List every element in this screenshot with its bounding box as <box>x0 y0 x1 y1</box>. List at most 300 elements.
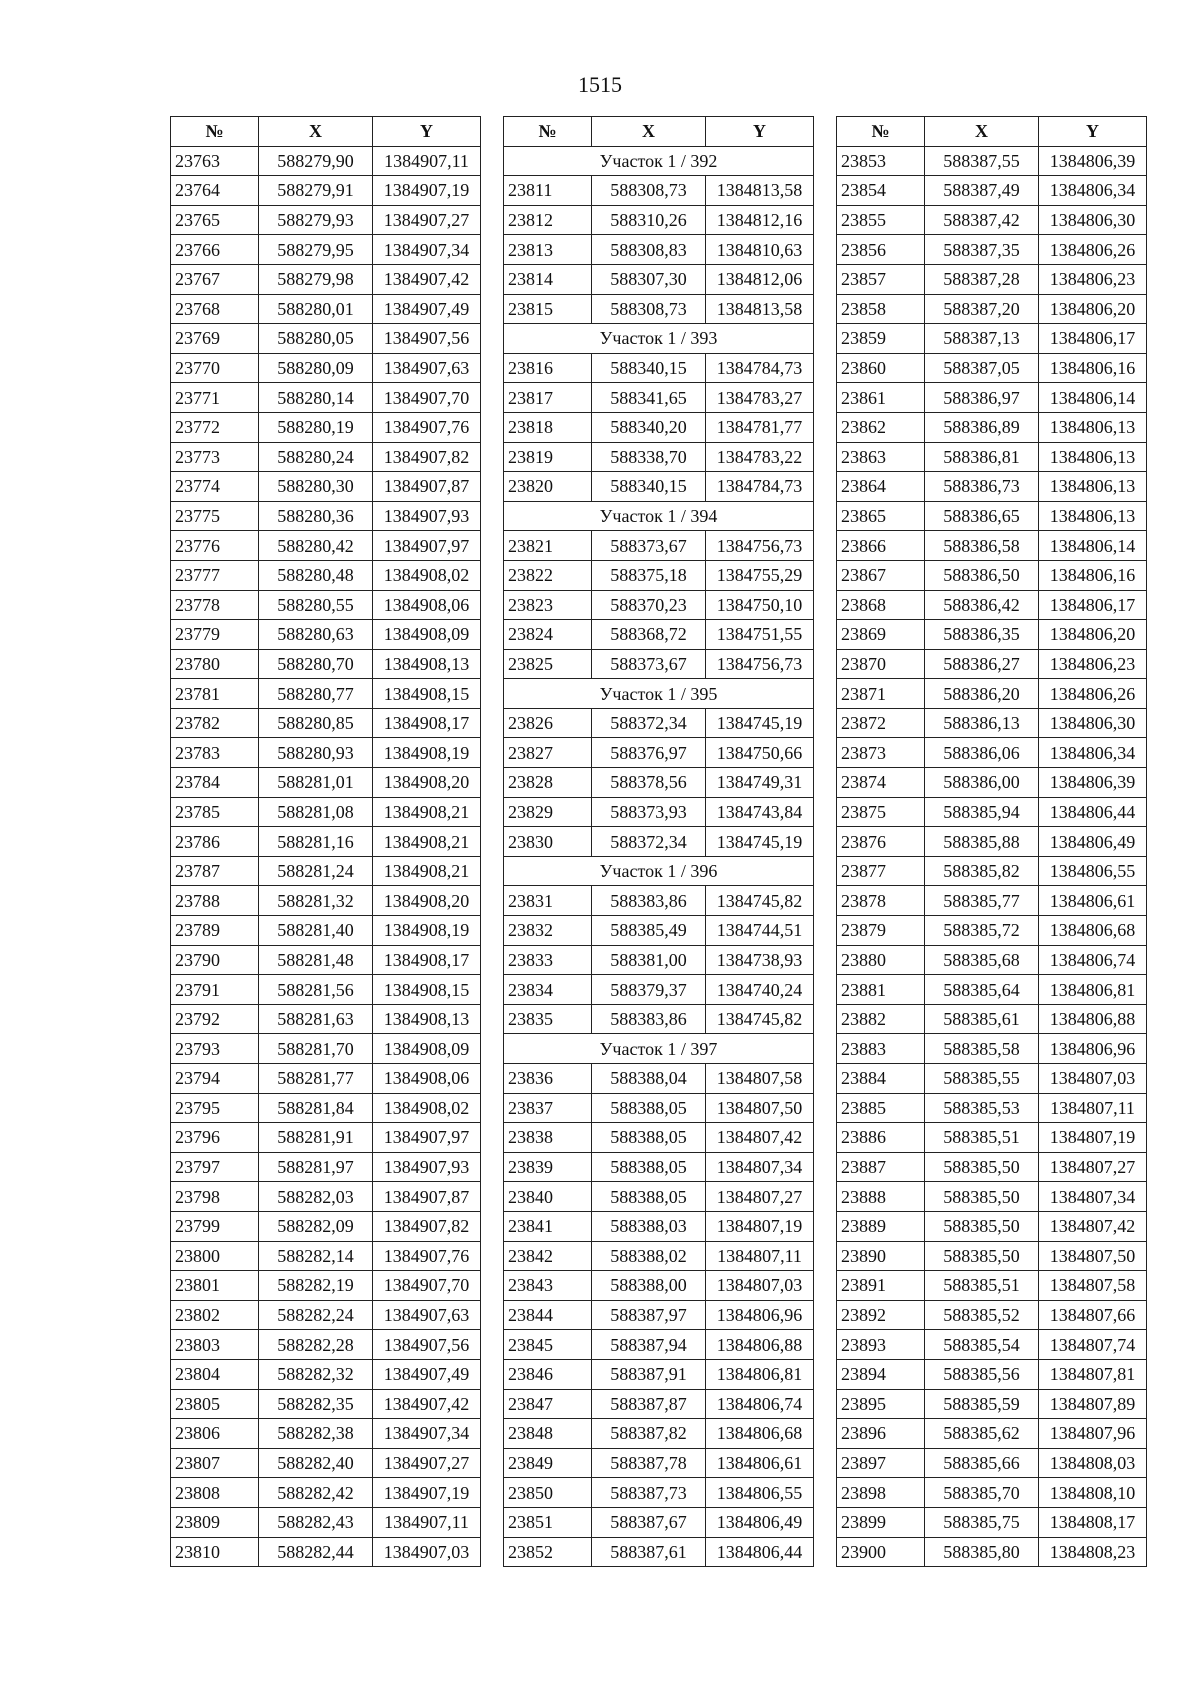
table-row <box>171 1093 481 1123</box>
table-row <box>837 412 1147 442</box>
x-coordinate-cell: 588282,03 <box>259 1182 373 1212</box>
point-number-cell: 23784 <box>171 768 259 798</box>
table-row <box>837 916 1147 946</box>
table-row <box>171 1123 481 1153</box>
point-number-cell: 23844 <box>504 1300 592 1330</box>
point-number-cell: 23805 <box>171 1389 259 1419</box>
y-coordinate-cell: 1384783,22 <box>706 442 814 472</box>
y-coordinate-cell: 1384907,27 <box>373 1448 481 1478</box>
point-number-cell: 23775 <box>171 501 259 531</box>
x-coordinate-cell: 588280,63 <box>259 620 373 650</box>
y-coordinate-cell: 1384907,70 <box>373 1271 481 1301</box>
y-coordinate-cell: 1384756,73 <box>706 649 814 679</box>
y-coordinate-cell: 1384806,96 <box>1039 1034 1147 1064</box>
table-row <box>171 1034 481 1064</box>
table-row <box>504 383 814 413</box>
x-coordinate-cell: 588386,00 <box>925 768 1039 798</box>
y-coordinate-cell: 1384808,10 <box>1039 1478 1147 1508</box>
table-row <box>837 620 1147 650</box>
table-row <box>837 1448 1147 1478</box>
table-row <box>837 1093 1147 1123</box>
table-row <box>171 531 481 561</box>
table-row <box>837 442 1147 472</box>
table-row <box>171 945 481 975</box>
point-number-cell: 23897 <box>837 1448 925 1478</box>
table-row <box>171 264 481 294</box>
x-coordinate-cell: 588281,84 <box>259 1093 373 1123</box>
point-number-cell: 23820 <box>504 472 592 502</box>
header-x: X <box>259 117 373 147</box>
y-coordinate-cell: 1384806,68 <box>1039 916 1147 946</box>
point-number-cell: 23837 <box>504 1093 592 1123</box>
table-row <box>837 472 1147 502</box>
point-number-cell: 23838 <box>504 1123 592 1153</box>
point-number-cell: 23778 <box>171 590 259 620</box>
x-coordinate-cell: 588387,55 <box>925 146 1039 176</box>
x-coordinate-cell: 588385,62 <box>925 1419 1039 1449</box>
table-row <box>504 294 814 324</box>
table-row <box>837 856 1147 886</box>
y-coordinate-cell: 1384806,81 <box>706 1359 814 1389</box>
x-coordinate-cell: 588387,78 <box>592 1448 706 1478</box>
table-row <box>504 1300 814 1330</box>
point-number-cell: 23785 <box>171 797 259 827</box>
point-number-cell: 23807 <box>171 1448 259 1478</box>
y-coordinate-cell: 1384907,87 <box>373 472 481 502</box>
point-number-cell: 23853 <box>837 146 925 176</box>
table-row <box>504 1271 814 1301</box>
x-coordinate-cell: 588282,44 <box>259 1537 373 1567</box>
x-coordinate-cell: 588386,20 <box>925 679 1039 709</box>
y-coordinate-cell: 1384807,74 <box>1039 1330 1147 1360</box>
point-number-cell: 23782 <box>171 708 259 738</box>
y-coordinate-cell: 1384907,82 <box>373 442 481 472</box>
table-row <box>504 768 814 798</box>
table-row <box>171 768 481 798</box>
x-coordinate-cell: 588386,35 <box>925 620 1039 650</box>
x-coordinate-cell: 588280,30 <box>259 472 373 502</box>
point-number-cell: 23845 <box>504 1330 592 1360</box>
x-coordinate-cell: 588281,24 <box>259 856 373 886</box>
y-coordinate-cell: 1384908,09 <box>373 1034 481 1064</box>
y-coordinate-cell: 1384806,55 <box>1039 856 1147 886</box>
table-row <box>837 1271 1147 1301</box>
y-coordinate-cell: 1384812,06 <box>706 264 814 294</box>
x-coordinate-cell: 588387,97 <box>592 1300 706 1330</box>
point-number-cell: 23867 <box>837 560 925 590</box>
point-number-cell: 23842 <box>504 1241 592 1271</box>
x-coordinate-cell: 588385,82 <box>925 856 1039 886</box>
point-number-cell: 23783 <box>171 738 259 768</box>
y-coordinate-cell: 1384908,02 <box>373 560 481 590</box>
y-coordinate-cell: 1384806,81 <box>1039 975 1147 1005</box>
y-coordinate-cell: 1384807,81 <box>1039 1359 1147 1389</box>
y-coordinate-cell: 1384740,24 <box>706 975 814 1005</box>
y-coordinate-cell: 1384806,44 <box>706 1537 814 1567</box>
table-row <box>837 1419 1147 1449</box>
x-coordinate-cell: 588282,09 <box>259 1211 373 1241</box>
table-row <box>837 146 1147 176</box>
point-number-cell: 23836 <box>504 1064 592 1094</box>
y-coordinate-cell: 1384908,09 <box>373 620 481 650</box>
y-coordinate-cell: 1384806,39 <box>1039 146 1147 176</box>
table-row <box>504 797 814 827</box>
y-coordinate-cell: 1384806,23 <box>1039 264 1147 294</box>
point-number-cell: 23884 <box>837 1064 925 1094</box>
table-row <box>504 1211 814 1241</box>
x-coordinate-cell: 588281,56 <box>259 975 373 1005</box>
table-row <box>837 1507 1147 1537</box>
table-row <box>837 383 1147 413</box>
coordinates-table-1 <box>170 116 481 1567</box>
y-coordinate-cell: 1384907,42 <box>373 1389 481 1419</box>
table-row <box>171 1271 481 1301</box>
x-coordinate-cell: 588279,95 <box>259 235 373 265</box>
y-coordinate-cell: 1384907,19 <box>373 1478 481 1508</box>
table-row <box>171 708 481 738</box>
point-number-cell: 23851 <box>504 1507 592 1537</box>
point-number-cell: 23814 <box>504 264 592 294</box>
point-number-cell: 23800 <box>171 1241 259 1271</box>
point-number-cell: 23873 <box>837 738 925 768</box>
point-number-cell: 23773 <box>171 442 259 472</box>
x-coordinate-cell: 588282,35 <box>259 1389 373 1419</box>
y-coordinate-cell: 1384907,19 <box>373 176 481 206</box>
x-coordinate-cell: 588279,91 <box>259 176 373 206</box>
y-coordinate-cell: 1384807,03 <box>706 1271 814 1301</box>
table-row <box>837 1330 1147 1360</box>
y-coordinate-cell: 1384806,26 <box>1039 679 1147 709</box>
point-number-cell: 23826 <box>504 708 592 738</box>
point-number-cell: 23766 <box>171 235 259 265</box>
x-coordinate-cell: 588281,16 <box>259 827 373 857</box>
table-row <box>504 708 814 738</box>
table-row <box>837 1300 1147 1330</box>
y-coordinate-cell: 1384806,17 <box>1039 590 1147 620</box>
x-coordinate-cell: 588338,70 <box>592 442 706 472</box>
table-row <box>504 1478 814 1508</box>
table-row <box>504 620 814 650</box>
table-row <box>171 1478 481 1508</box>
x-coordinate-cell: 588386,58 <box>925 531 1039 561</box>
point-number-cell: 23858 <box>837 294 925 324</box>
table-row <box>171 827 481 857</box>
x-coordinate-cell: 588282,38 <box>259 1419 373 1449</box>
table-row <box>504 1064 814 1094</box>
y-coordinate-cell: 1384908,06 <box>373 1064 481 1094</box>
y-coordinate-cell: 1384784,73 <box>706 353 814 383</box>
y-coordinate-cell: 1384908,13 <box>373 1004 481 1034</box>
point-number-cell: 23794 <box>171 1064 259 1094</box>
x-coordinate-cell: 588388,04 <box>592 1064 706 1094</box>
y-coordinate-cell: 1384807,58 <box>706 1064 814 1094</box>
table-row <box>504 1152 814 1182</box>
x-coordinate-cell: 588388,02 <box>592 1241 706 1271</box>
point-number-cell: 23770 <box>171 353 259 383</box>
y-coordinate-cell: 1384907,97 <box>373 531 481 561</box>
y-coordinate-cell: 1384806,23 <box>1039 649 1147 679</box>
x-coordinate-cell: 588385,80 <box>925 1537 1039 1567</box>
y-coordinate-cell: 1384806,68 <box>706 1419 814 1449</box>
point-number-cell: 23829 <box>504 797 592 827</box>
table-row <box>504 1537 814 1567</box>
x-coordinate-cell: 588372,34 <box>592 827 706 857</box>
point-number-cell: 23882 <box>837 1004 925 1034</box>
x-coordinate-cell: 588280,01 <box>259 294 373 324</box>
point-number-cell: 23841 <box>504 1211 592 1241</box>
y-coordinate-cell: 1384806,74 <box>1039 945 1147 975</box>
section-heading: Участок 1 / 393 <box>504 324 814 354</box>
y-coordinate-cell: 1384807,89 <box>1039 1389 1147 1419</box>
point-number-cell: 23896 <box>837 1419 925 1449</box>
y-coordinate-cell: 1384908,20 <box>373 886 481 916</box>
table-row <box>837 886 1147 916</box>
y-coordinate-cell: 1384908,17 <box>373 945 481 975</box>
y-coordinate-cell: 1384807,34 <box>1039 1182 1147 1212</box>
header-number: № <box>837 117 925 147</box>
table-row <box>504 1389 814 1419</box>
table-row <box>837 353 1147 383</box>
point-number-cell: 23869 <box>837 620 925 650</box>
table-row <box>837 324 1147 354</box>
point-number-cell: 23797 <box>171 1152 259 1182</box>
table-row <box>837 768 1147 798</box>
y-coordinate-cell: 1384806,49 <box>1039 827 1147 857</box>
x-coordinate-cell: 588282,14 <box>259 1241 373 1271</box>
point-number-cell: 23850 <box>504 1478 592 1508</box>
x-coordinate-cell: 588385,50 <box>925 1182 1039 1212</box>
y-coordinate-cell: 1384908,06 <box>373 590 481 620</box>
point-number-cell: 23774 <box>171 472 259 502</box>
table-row <box>837 560 1147 590</box>
x-coordinate-cell: 588385,51 <box>925 1271 1039 1301</box>
table-row <box>837 1537 1147 1567</box>
y-coordinate-cell: 1384908,21 <box>373 827 481 857</box>
x-coordinate-cell: 588388,05 <box>592 1093 706 1123</box>
coordinates-table-3 <box>836 116 1147 1567</box>
y-coordinate-cell: 1384907,34 <box>373 235 481 265</box>
table-row <box>171 1182 481 1212</box>
table-row <box>171 501 481 531</box>
x-coordinate-cell: 588387,94 <box>592 1330 706 1360</box>
y-coordinate-cell: 1384807,11 <box>706 1241 814 1271</box>
table-row <box>837 1241 1147 1271</box>
y-coordinate-cell: 1384806,34 <box>1039 738 1147 768</box>
point-number-cell: 23790 <box>171 945 259 975</box>
table-row <box>171 383 481 413</box>
y-coordinate-cell: 1384907,49 <box>373 1359 481 1389</box>
x-coordinate-cell: 588308,73 <box>592 294 706 324</box>
x-coordinate-cell: 588340,20 <box>592 412 706 442</box>
point-number-cell: 23777 <box>171 560 259 590</box>
table-row <box>171 590 481 620</box>
x-coordinate-cell: 588279,90 <box>259 146 373 176</box>
x-coordinate-cell: 588385,51 <box>925 1123 1039 1153</box>
table-row <box>171 1300 481 1330</box>
point-number-cell: 23769 <box>171 324 259 354</box>
coordinates-table-2 <box>503 116 814 1567</box>
point-number-cell: 23878 <box>837 886 925 916</box>
table-row <box>171 1419 481 1449</box>
x-coordinate-cell: 588280,24 <box>259 442 373 472</box>
section-heading: Участок 1 / 394 <box>504 501 814 531</box>
point-number-cell: 23852 <box>504 1537 592 1567</box>
table-row <box>171 1241 481 1271</box>
table-row <box>504 176 814 206</box>
y-coordinate-cell: 1384750,66 <box>706 738 814 768</box>
y-coordinate-cell: 1384907,49 <box>373 294 481 324</box>
y-coordinate-cell: 1384908,21 <box>373 797 481 827</box>
y-coordinate-cell: 1384907,76 <box>373 1241 481 1271</box>
y-coordinate-cell: 1384745,19 <box>706 708 814 738</box>
table-row <box>837 235 1147 265</box>
point-number-cell: 23811 <box>504 176 592 206</box>
point-number-cell: 23875 <box>837 797 925 827</box>
point-number-cell: 23764 <box>171 176 259 206</box>
x-coordinate-cell: 588280,19 <box>259 412 373 442</box>
table-row <box>837 1359 1147 1389</box>
table-row <box>837 679 1147 709</box>
y-coordinate-cell: 1384806,14 <box>1039 383 1147 413</box>
x-coordinate-cell: 588370,23 <box>592 590 706 620</box>
table-row <box>171 797 481 827</box>
table-row <box>837 531 1147 561</box>
table-row <box>837 501 1147 531</box>
y-coordinate-cell: 1384807,19 <box>706 1211 814 1241</box>
y-coordinate-cell: 1384908,19 <box>373 916 481 946</box>
x-coordinate-cell: 588282,28 <box>259 1330 373 1360</box>
y-coordinate-cell: 1384807,42 <box>1039 1211 1147 1241</box>
table-row <box>837 1182 1147 1212</box>
x-coordinate-cell: 588385,64 <box>925 975 1039 1005</box>
point-number-cell: 23881 <box>837 975 925 1005</box>
table-row <box>504 945 814 975</box>
y-coordinate-cell: 1384806,44 <box>1039 797 1147 827</box>
table-row <box>504 1330 814 1360</box>
table-row <box>504 886 814 916</box>
x-coordinate-cell: 588280,55 <box>259 590 373 620</box>
table-row <box>504 1359 814 1389</box>
y-coordinate-cell: 1384807,42 <box>706 1123 814 1153</box>
table-row <box>504 412 814 442</box>
y-coordinate-cell: 1384806,96 <box>706 1300 814 1330</box>
point-number-cell: 23792 <box>171 1004 259 1034</box>
point-number-cell: 23859 <box>837 324 925 354</box>
section-heading-row <box>504 324 814 354</box>
point-number-cell: 23868 <box>837 590 925 620</box>
x-coordinate-cell: 588386,65 <box>925 501 1039 531</box>
x-coordinate-cell: 588279,98 <box>259 264 373 294</box>
table-row <box>171 679 481 709</box>
y-coordinate-cell: 1384812,16 <box>706 205 814 235</box>
y-coordinate-cell: 1384908,17 <box>373 708 481 738</box>
point-number-cell: 23872 <box>837 708 925 738</box>
x-coordinate-cell: 588388,03 <box>592 1211 706 1241</box>
y-coordinate-cell: 1384907,93 <box>373 1152 481 1182</box>
x-coordinate-cell: 588308,73 <box>592 176 706 206</box>
table-row <box>504 1241 814 1271</box>
section-heading-row <box>504 679 814 709</box>
y-coordinate-cell: 1384907,93 <box>373 501 481 531</box>
point-number-cell: 23796 <box>171 1123 259 1153</box>
x-coordinate-cell: 588385,53 <box>925 1093 1039 1123</box>
x-coordinate-cell: 588387,87 <box>592 1389 706 1419</box>
table-row <box>837 975 1147 1005</box>
y-coordinate-cell: 1384750,10 <box>706 590 814 620</box>
point-number-cell: 23877 <box>837 856 925 886</box>
x-coordinate-cell: 588280,85 <box>259 708 373 738</box>
x-coordinate-cell: 588387,20 <box>925 294 1039 324</box>
point-number-cell: 23883 <box>837 1034 925 1064</box>
table-row <box>171 1507 481 1537</box>
point-number-cell: 23803 <box>171 1330 259 1360</box>
point-number-cell: 23776 <box>171 531 259 561</box>
table-row <box>171 1004 481 1034</box>
point-number-cell: 23899 <box>837 1507 925 1537</box>
x-coordinate-cell: 588385,77 <box>925 886 1039 916</box>
x-coordinate-cell: 588280,42 <box>259 531 373 561</box>
y-coordinate-cell: 1384745,19 <box>706 827 814 857</box>
point-number-cell: 23772 <box>171 412 259 442</box>
table-row <box>837 264 1147 294</box>
x-coordinate-cell: 588387,28 <box>925 264 1039 294</box>
header-y: Y <box>373 117 481 147</box>
table-row <box>837 1478 1147 1508</box>
point-number-cell: 23854 <box>837 176 925 206</box>
x-coordinate-cell: 588387,13 <box>925 324 1039 354</box>
point-number-cell: 23880 <box>837 945 925 975</box>
table-row <box>171 146 481 176</box>
x-coordinate-cell: 588280,93 <box>259 738 373 768</box>
x-coordinate-cell: 588385,61 <box>925 1004 1039 1034</box>
point-number-cell: 23821 <box>504 531 592 561</box>
table-row <box>171 1448 481 1478</box>
point-number-cell: 23835 <box>504 1004 592 1034</box>
table-row <box>504 531 814 561</box>
y-coordinate-cell: 1384806,55 <box>706 1478 814 1508</box>
x-coordinate-cell: 588281,97 <box>259 1152 373 1182</box>
x-coordinate-cell: 588386,89 <box>925 412 1039 442</box>
y-coordinate-cell: 1384807,27 <box>706 1182 814 1212</box>
x-coordinate-cell: 588281,01 <box>259 768 373 798</box>
table-row <box>171 886 481 916</box>
table-row <box>837 738 1147 768</box>
y-coordinate-cell: 1384907,11 <box>373 146 481 176</box>
point-number-cell: 23885 <box>837 1093 925 1123</box>
point-number-cell: 23830 <box>504 827 592 857</box>
point-number-cell: 23813 <box>504 235 592 265</box>
x-coordinate-cell: 588373,93 <box>592 797 706 827</box>
y-coordinate-cell: 1384755,29 <box>706 560 814 590</box>
y-coordinate-cell: 1384810,63 <box>706 235 814 265</box>
y-coordinate-cell: 1384808,23 <box>1039 1537 1147 1567</box>
page-number: 1515 <box>578 72 622 97</box>
x-coordinate-cell: 588373,67 <box>592 649 706 679</box>
x-coordinate-cell: 588280,09 <box>259 353 373 383</box>
point-number-cell: 23843 <box>504 1271 592 1301</box>
y-coordinate-cell: 1384806,13 <box>1039 442 1147 472</box>
y-coordinate-cell: 1384806,61 <box>1039 886 1147 916</box>
x-coordinate-cell: 588387,42 <box>925 205 1039 235</box>
y-coordinate-cell: 1384783,27 <box>706 383 814 413</box>
y-coordinate-cell: 1384907,03 <box>373 1537 481 1567</box>
x-coordinate-cell: 588387,05 <box>925 353 1039 383</box>
point-number-cell: 23876 <box>837 827 925 857</box>
table-row <box>171 1152 481 1182</box>
point-number-cell: 23781 <box>171 679 259 709</box>
table-row <box>171 1064 481 1094</box>
x-coordinate-cell: 588385,50 <box>925 1152 1039 1182</box>
